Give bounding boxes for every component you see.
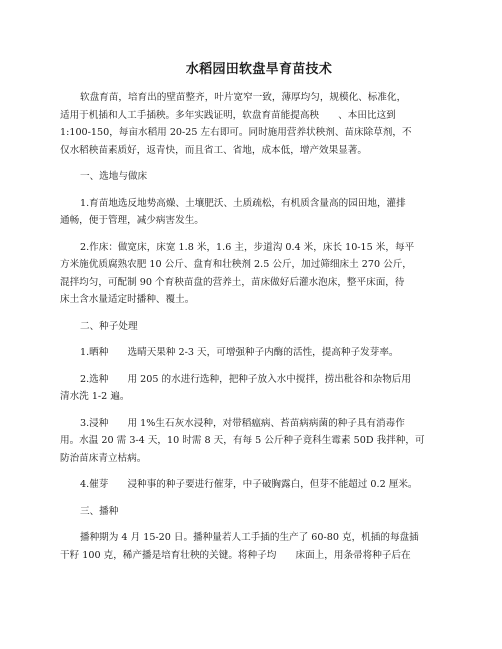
- paragraph-sowing: [60, 529, 458, 564]
- text-line: 1.晒种 选晴天果种 2-3 天，可增强种子内酶的活性，提高种子发芽率。: [80, 347, 399, 358]
- section-heading-sowing: [60, 503, 458, 521]
- section-heading: 三、播种: [80, 505, 119, 517]
- paragraph-soaking: [60, 415, 458, 468]
- paragraph-sun-drying: [60, 344, 458, 362]
- text-line: 2.选种 用 205 的水进行选种，把种子放入水中搅拌，捞出秕谷和杂物后用: [80, 373, 411, 385]
- text-line: 1.育苗地选反地势高燥、土壤肥沃、土质疏松，有机质含量高的园田地，灌排: [80, 197, 406, 209]
- text-line: 适用于机插和人工手插秧。多年实践证明，软盘育苗能提高秧 、本田比这到: [60, 109, 396, 121]
- text-line: 混拌均匀，可配制 90 个育秧苗盘的营养土，苗床做好后灌水泡床，整平床面，待: [60, 276, 405, 288]
- text-line: 软盘育苗，培育出的壁苗整齐，叶片宽窄一致，薄厚均匀，规模化、标准化，: [80, 92, 407, 103]
- text-line: 通畅，便于管理，减少病害发生。: [60, 215, 204, 226]
- paragraph-bed-making: [60, 239, 458, 309]
- text-line: 干籽 100 克，稀产播是培育壮秧的关键。将种子均 床面上，用条帚将种子后在: [60, 549, 411, 561]
- paragraph-seed-selection: [60, 371, 458, 406]
- section-heading-site-selection: [60, 168, 458, 186]
- document-title: 水稻园田软盘旱育苗技术: [185, 62, 333, 77]
- text-line: 用。水温 20 需 3-4 天，10 时需 8 天，有每 5 公斤种子竟科生霉素 50D 我拌种，可: [60, 435, 425, 446]
- section-heading-seed-treatment: [60, 318, 458, 336]
- intro-paragraph: [60, 89, 458, 159]
- section-heading: 二、种子处理: [80, 320, 138, 332]
- text-line: 清水洗 1-2 遍。: [60, 391, 130, 402]
- text-line: 仅水稻秧苗素质好，返青快，而且省工、省地，成本低，增产效果显著。: [60, 144, 367, 156]
- paragraph-germination: [60, 476, 458, 494]
- text-line: 2.作床：做宽床，床宽 1.8 米，1.6 主，步道沟 0.4 米，床长 10-15 米，每平: [80, 241, 415, 253]
- text-line: 播种期为 4 月 15-20 日。播种量若人工手插的生产了 60-80 克，机插的每盘插: [80, 532, 419, 543]
- text-line: 方米施优质腐熟农肥 10 公斤、盘育和壮秧剂 2.5 公斤，加过筛细床土 270 公斤，: [60, 259, 412, 270]
- text-line: 防治苗床青立枯病。: [60, 452, 147, 464]
- text-line: 床土含水量适定时播种、覆土。: [60, 294, 195, 305]
- paragraph-site-choice: [60, 195, 458, 230]
- text-line: 1:100-150，每亩水稻用 20-25 左右即可。同时施用营养状秧剂、苗床除草剂，不: [60, 127, 412, 138]
- section-heading: 一、选地与做床: [80, 171, 148, 182]
- text-line: 3.浸种 用 1%生石灰水浸种，对带稻瘟病、苔苗病病菌的种子具有消毒作: [80, 417, 405, 429]
- text-line: 4.催芽 浸种事的种子要进行催芽，中子破胸露白，但芽不能超过 0.2 厘米。: [80, 479, 418, 490]
